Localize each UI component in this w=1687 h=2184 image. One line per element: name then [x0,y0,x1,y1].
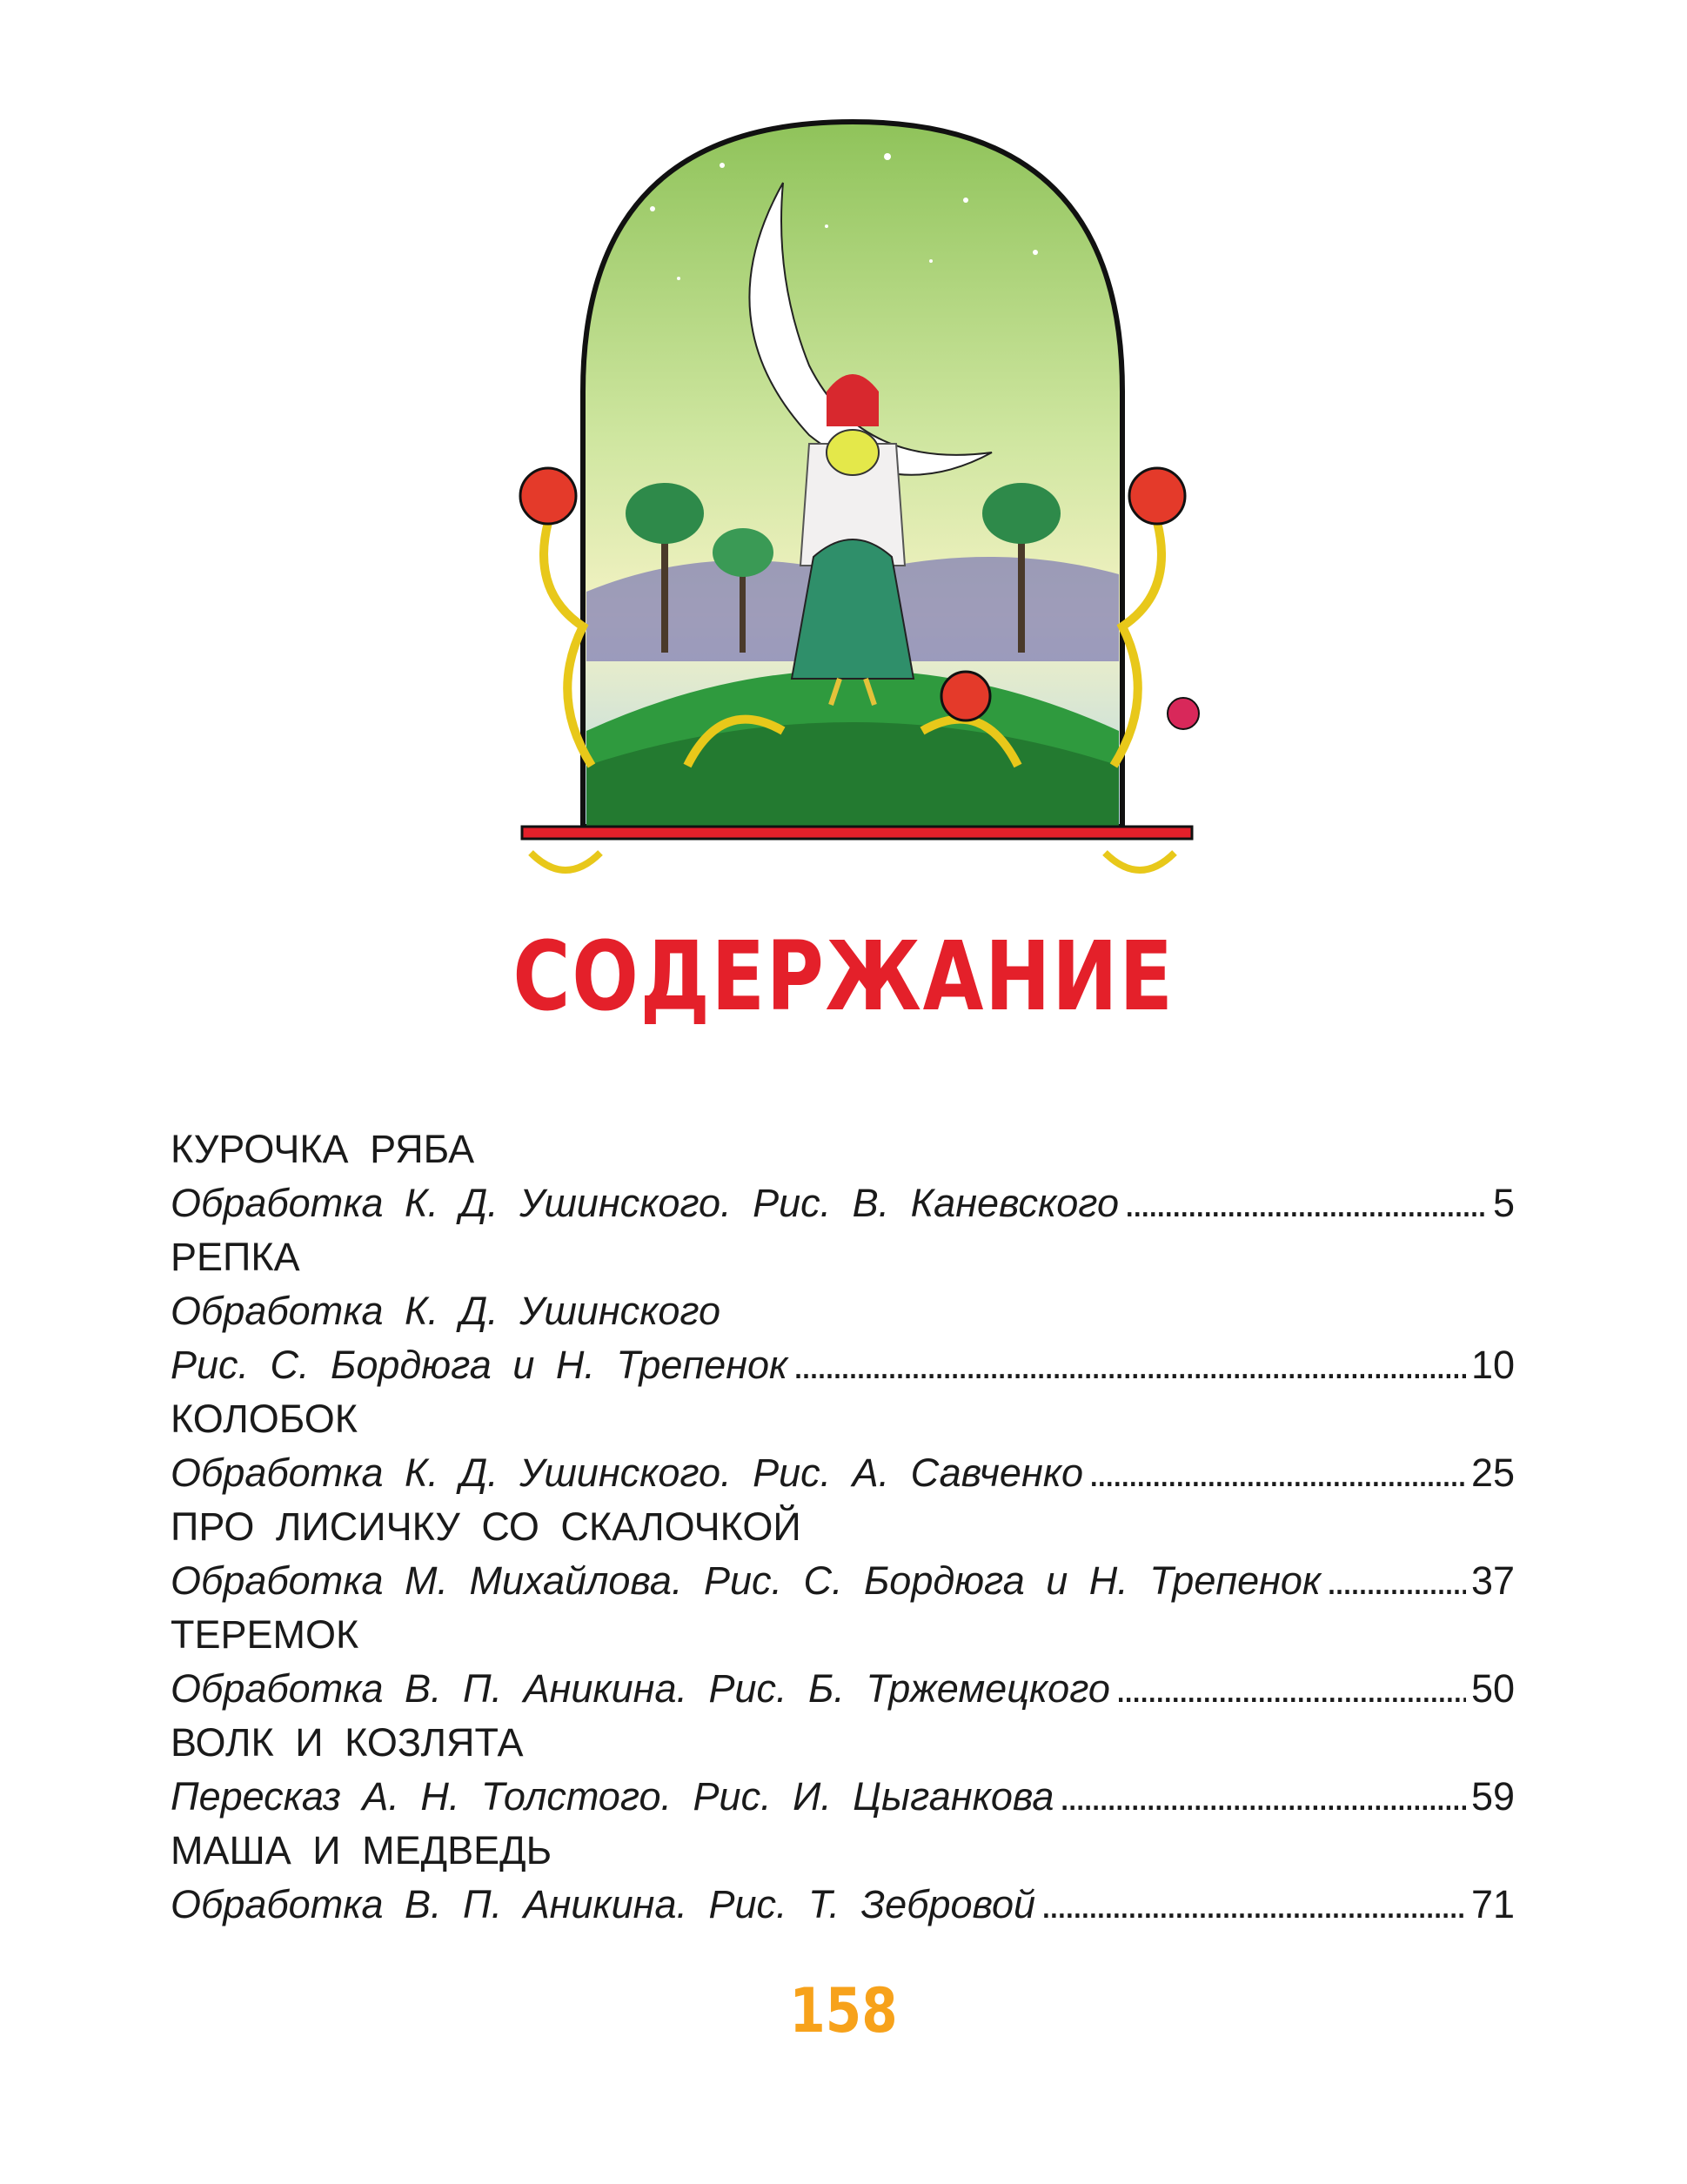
toc-credit: Обработка К. Д. Ушинского [171,1289,721,1333]
toc-entry-title: МАША И МЕДВЕДЬ [171,1828,552,1872]
leader-dots [1059,1770,1466,1824]
toc-entry-line[interactable] [171,1338,1515,1392]
toc-entry-line[interactable] [171,1446,1515,1500]
toc-credit: Рис. С. Бордюга и Н. Трепенок [171,1343,788,1387]
toc-page-number: 71 [1470,1882,1515,1926]
table-of-contents [171,1122,1515,1932]
toc-page-number: 59 [1470,1774,1515,1819]
toc-entry-title: ТЕРЕМОК [171,1612,359,1657]
toc-credit: Обработка В. П. Аникина. Рис. Т. Зебровой [171,1882,1036,1926]
toc-entry-line[interactable] [171,1878,1515,1932]
toc-entry-line [171,1284,1515,1338]
toc-page-number: 37 [1470,1558,1515,1603]
leader-dots [793,1338,1466,1392]
toc-entry-line[interactable] [171,1662,1515,1716]
toc-page-number: 50 [1470,1666,1515,1711]
toc-credit: Обработка В. П. Аникина. Рис. Б. Тржемецкого [171,1666,1110,1711]
leader-dots [1088,1446,1466,1500]
leader-dots [1041,1878,1466,1932]
toc-entry-line[interactable] [171,1770,1515,1824]
toc-credit: Обработка М. Михайлова. Рис. С. Бордюга и Н. Трепенок [171,1558,1322,1603]
toc-page-number: 5 [1492,1181,1515,1225]
toc-credit: Обработка К. Д. Ушинского. Рис. В. Каневского [171,1181,1119,1225]
toc-entry-title: РЕПКА [171,1235,300,1279]
leader-dots [1124,1176,1488,1230]
toc-page-number: 10 [1470,1343,1515,1387]
page-number: 158 [789,1975,898,2047]
page-title: СОДЕРЖАНИЕ [512,921,1175,1032]
toc-entry-line[interactable] [171,1554,1515,1608]
frog-princess-illustration [496,104,1209,922]
toc-entry-title: ПРО ЛИСИЧКУ СО СКАЛОЧКОЙ [171,1504,801,1549]
toc-entry-title: КУРОЧКА РЯБА [171,1127,475,1171]
toc-entry-line[interactable] [171,1176,1515,1230]
toc-credit: Пересказ А. Н. Толстого. Рис. И. Цыганкова [171,1774,1054,1819]
toc-credit: Обработка К. Д. Ушинского. Рис. А. Савченко [171,1450,1083,1495]
toc-page-number: 25 [1470,1450,1515,1495]
toc-entry-title: ВОЛК И КОЗЛЯТА [171,1720,524,1765]
leader-dots [1115,1662,1466,1716]
toc-entry-title: КОЛОБОК [171,1397,358,1441]
leader-dots [1326,1554,1466,1608]
